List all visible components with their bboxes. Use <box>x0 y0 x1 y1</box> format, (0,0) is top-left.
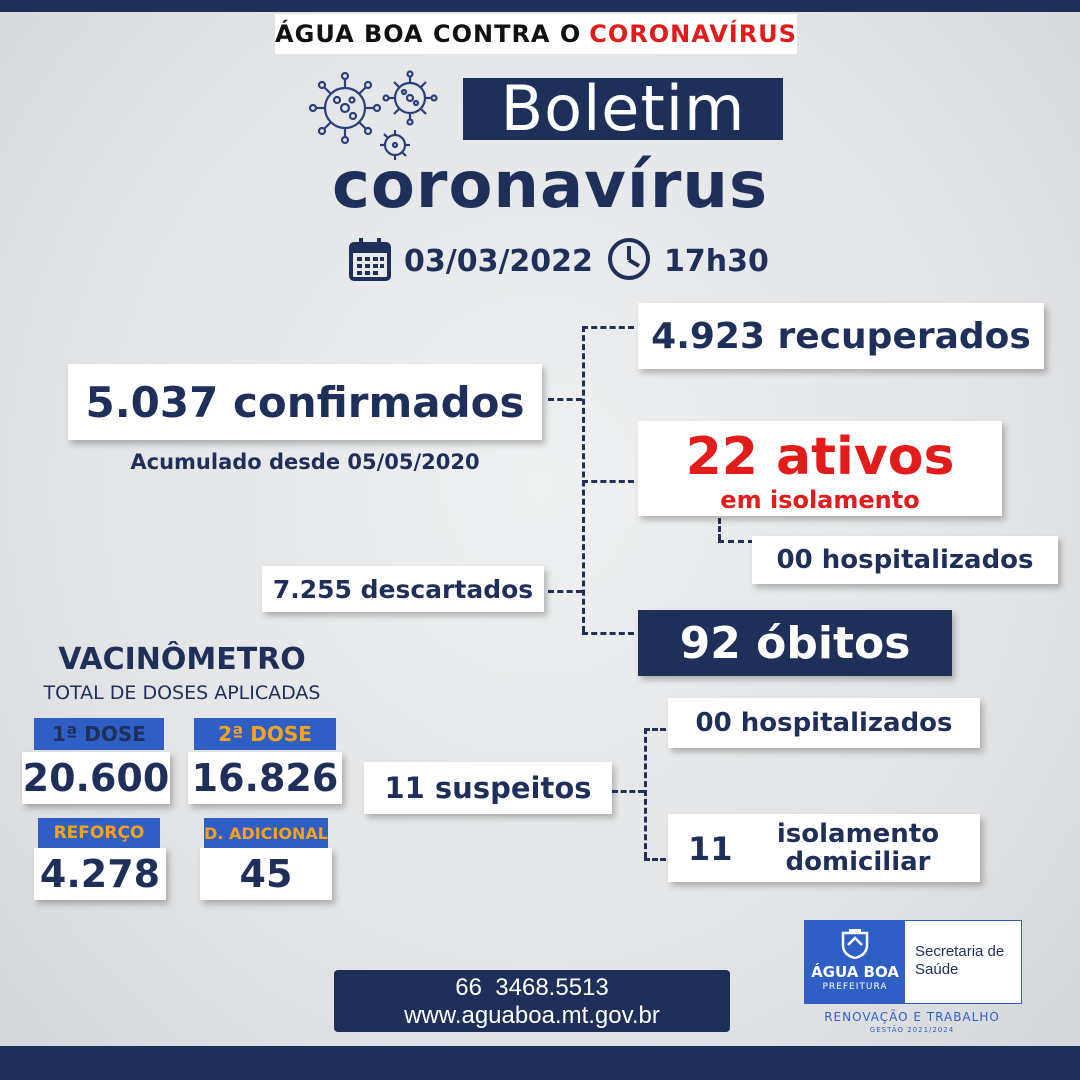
contact-website[interactable]: www.aguaboa.mt.gov.br <box>404 1002 660 1029</box>
bottom-bar <box>0 1046 1080 1080</box>
additional-label: D. ADICIONAL <box>204 818 328 848</box>
dose2-card <box>188 752 342 804</box>
suspected-value: 11 suspeitos <box>384 771 592 805</box>
connector <box>582 326 585 632</box>
confirmed-note: Acumulado desde 05/05/2020 <box>130 450 480 474</box>
discarded-card <box>262 566 544 612</box>
dose2-label: 2ª DOSE <box>194 718 336 750</box>
connector <box>582 480 634 483</box>
deaths-value: 92 óbitos <box>679 617 911 669</box>
confirmed-card <box>68 364 542 440</box>
campaign-prefix: ÁGUA BOA CONTRA O <box>275 20 582 48</box>
vaccine-subtitle: TOTAL DE DOSES APLICADAS <box>43 682 321 704</box>
active-hospitalized-card <box>752 536 1058 584</box>
dose1-value: 20.600 <box>22 756 170 800</box>
connector <box>718 518 721 540</box>
term: GESTÃO 2021/2024 <box>869 1026 955 1034</box>
title-boletim-box <box>463 72 783 145</box>
connector <box>644 858 666 861</box>
recovered-card <box>638 303 1044 369</box>
title-coronavirus: coronavírus <box>331 149 769 223</box>
home-isolation-card <box>668 814 980 882</box>
suspected-hospitalized-card <box>668 698 980 748</box>
slogan: RENOVAÇÃO E TRABALHO <box>824 1010 1000 1024</box>
recovered-value: 4.923 recuperados <box>651 315 1031 357</box>
contact-box <box>334 970 730 1032</box>
vaccine-title: VACINÔMETRO <box>58 642 306 677</box>
home-isolation-label-1: isolamento <box>776 819 940 849</box>
home-isolation-label-2: domiciliar <box>785 847 931 877</box>
campaign-banner <box>275 14 797 54</box>
booster-label: REFORÇO <box>38 818 160 848</box>
connector <box>612 790 644 793</box>
active-note: em isolamento <box>720 486 920 514</box>
suspected-hospitalized-value: 00 hospitalizados <box>695 708 953 738</box>
report-date: 03/03/2022 <box>404 244 593 279</box>
active-value: 22 ativos <box>685 427 955 487</box>
dose1-card <box>22 752 170 804</box>
dose1-label: 1ª DOSE <box>34 718 164 750</box>
suspected-card <box>364 762 612 814</box>
logo-dept-2: Saúde <box>915 961 959 978</box>
coat-of-arms-icon <box>839 927 871 959</box>
calendar-icon <box>348 236 392 282</box>
title-boletim: Boletim <box>500 72 746 145</box>
dose2-value: 16.826 <box>191 756 339 800</box>
booster-card <box>34 848 166 900</box>
active-hospitalized-value: 00 hospitalizados <box>776 545 1034 575</box>
confirmed-value: 5.037 confirmados <box>85 377 525 427</box>
additional-card <box>200 848 332 900</box>
home-isolation-count: 11 <box>688 830 733 868</box>
contact-phone: 66 3468.5513 <box>455 974 609 1001</box>
report-time: 17h30 <box>664 244 769 279</box>
prefeitura-logo <box>804 920 1022 1004</box>
campaign-highlight: CORONAVÍRUS <box>589 20 797 48</box>
connector <box>718 540 754 543</box>
deaths-card <box>638 610 952 676</box>
connector <box>582 632 634 635</box>
booster-value: 4.278 <box>39 852 161 896</box>
logo-city: ÁGUA BOA <box>811 963 899 981</box>
logo-sub: PREFEITURA <box>822 982 888 992</box>
connector <box>582 326 634 329</box>
logo-dept-1: Secretaria de <box>915 943 1005 960</box>
clock-icon <box>606 236 652 282</box>
top-bar <box>0 0 1080 12</box>
connector <box>548 398 582 401</box>
discarded-value: 7.255 descartados <box>272 574 534 604</box>
connector <box>644 728 666 731</box>
connector <box>548 590 582 593</box>
connector <box>644 728 647 858</box>
active-card <box>638 421 1002 516</box>
additional-value: 45 <box>239 852 293 896</box>
